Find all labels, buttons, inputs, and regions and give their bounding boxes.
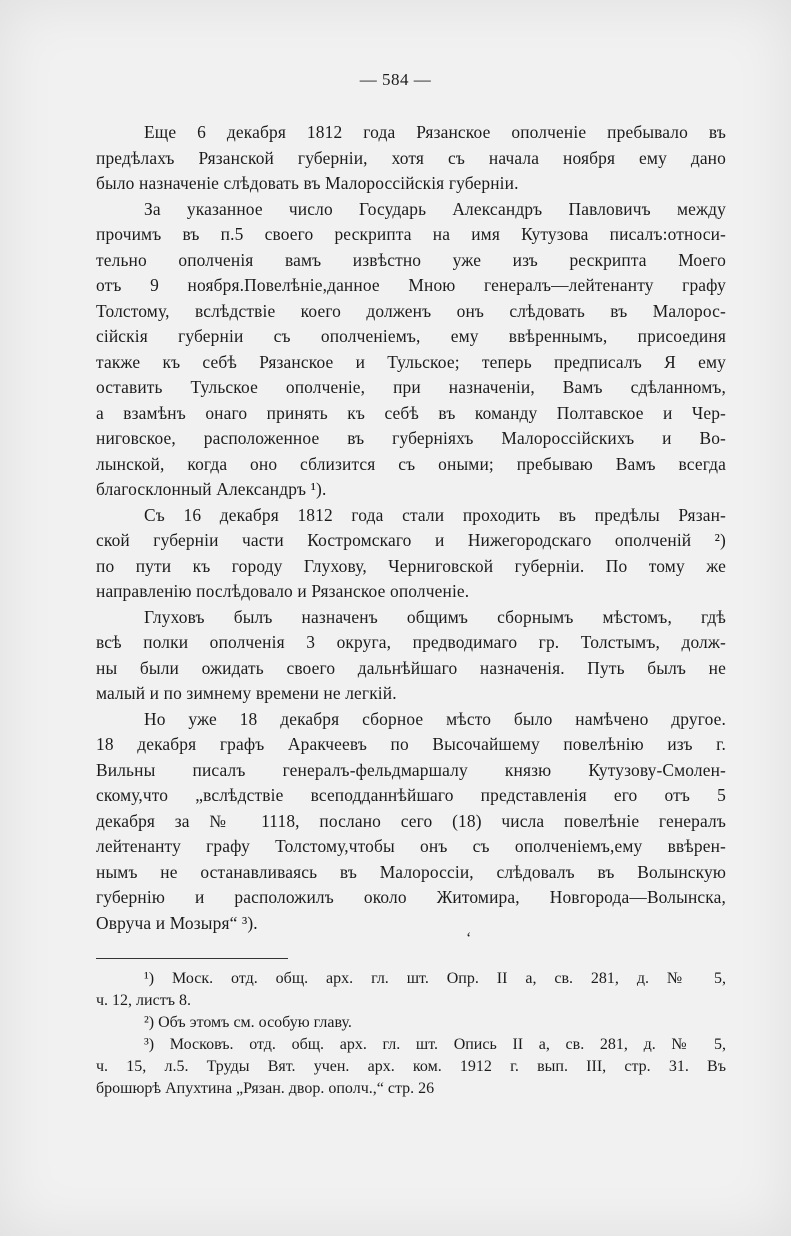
text-line: а взамѣнъ онаго принять къ себѣ въ команду Полтавское и Чер-: [96, 402, 726, 423]
paragraph: [96, 503, 726, 605]
text-line: отъ 9 ноября.Повелѣніе,данное Мною генералъ—лейтенанту графу: [96, 275, 726, 295]
footnote-rule: [96, 958, 288, 959]
paragraph: [96, 197, 726, 503]
text-line: Глуховъ былъ назначенъ общимъ сборнымъ мѣстомъ, гдѣ: [144, 606, 726, 627]
text-line: лейтенанту графу Толстому,чтобы онъ съ ополченіемъ,ему ввѣрен-: [96, 836, 726, 856]
text-line: ниговское, расположенное въ губерніяхъ Малороссійскихъ и Во-: [96, 428, 726, 448]
text-line: благосклонный Александръ ¹).: [96, 479, 327, 499]
text-line: 18 декабря графъ Аракчеевъ по Высочайшему повелѣнію изъ г.: [96, 734, 726, 754]
text-line: оставить Тульское ополченіе, при назначеніи, Вамъ сдѣланномъ,: [96, 377, 726, 397]
page-number: — 584 —: [359, 70, 432, 89]
text-line: лынской, когда оно сблизится съ оными; пребываю Вамъ всегда: [96, 453, 726, 474]
text-line: по пути къ городу Глухову, Черниговской губерніи. По тому же: [96, 555, 726, 576]
text-line: ской губерніи части Костромскаго и Нижегородскаго ополченій ²): [96, 530, 726, 550]
paragraph: [96, 120, 726, 197]
footnote-line: ч. 15, л.5. Труды Вят. учен. арх. ком. 1912 г. вып. III, стр. 31. Въ: [96, 1058, 726, 1075]
footnote-line: ¹) Моск. отд. общ. арх. гл. шт. Опр. II а, св. 281, д. № 5,: [144, 970, 726, 987]
separator-mark: ‘: [466, 930, 472, 947]
text-line: всѣ полки ополченія 3 округа, предводимаго гр. Толстымъ, долж-: [96, 632, 726, 652]
text-line: также къ себѣ Рязанское и Тульское; теперь предписалъ Я ему: [96, 351, 726, 372]
text-line: предѣлахъ Рязанской губерніи, хотя съ начала ноября ему дано: [96, 147, 726, 168]
text-line: Толстому, вслѣдствіе коего долженъ онъ слѣдовать въ Малорос-: [96, 300, 726, 321]
text-line: скому,что „вслѣдствіе всеподданнѣйшаго представленія его отъ 5: [96, 785, 726, 805]
footnote-line: ³) Московъ. отд. общ. арх. гл. шт. Опись II а, св. 281, д. № 5,: [144, 1036, 726, 1053]
text-line: Еще 6 декабря 1812 года Рязанское ополченіе пребывало въ: [144, 122, 726, 142]
text-line: За указанное число Государь Александръ Павловичъ между: [144, 198, 726, 219]
paragraph: [96, 605, 726, 707]
main-text: [96, 120, 726, 936]
text-line: тельно ополченія вамъ извѣстно уже изъ рескрипта Моего: [96, 249, 726, 270]
text-line: Овруча и Мозыря“ ³).: [96, 912, 258, 933]
text-line: нымъ не останавливаясь въ Малороссіи, слѣдовалъ въ Волынскую: [96, 861, 726, 882]
text-line: Съ 16 декабря 1812 года стали проходить въ предѣлы Рязан-: [144, 504, 726, 525]
text-line: декабря за № 1118, послано сего (18) числа повелѣніе генералъ: [96, 810, 726, 831]
paragraph: [96, 707, 726, 937]
text-line: малый и по зимнему времени не легкій.: [96, 683, 397, 703]
text-line: сійскія губерніи съ ополченіемъ, ему ввѣреннымъ, присоединя: [96, 326, 726, 346]
footnote-line: ²) Объ этомъ см. особую главу.: [144, 1014, 352, 1031]
footnote-line: ч. 12, листъ 8.: [96, 992, 191, 1009]
text-line: направленію послѣдовало и Рязанское ополченіе.: [96, 581, 470, 601]
footnote-line: брошюрѣ Апухтина „Рязан. двор. ополч.,“ стр. 26: [96, 1080, 435, 1097]
text-line: было назначеніе слѣдовать въ Малороссійскія губерніи.: [96, 173, 519, 193]
text-line: губернію и расположилъ около Житомира, Новгорода—Волынска,: [96, 887, 726, 907]
text-line: Но уже 18 декабря сборное мѣсто было намѣчено другое.: [144, 708, 726, 729]
text-line: Вильны писалъ генералъ-фельдмаршалу князю Кутузову-Смолен-: [96, 759, 726, 780]
footnotes: [96, 968, 726, 1100]
text-line: ны были ожидать своего дальнѣйшаго назначенія. Путь былъ не: [96, 657, 726, 678]
text-line: прочимъ въ п.5 своего рескрипта на имя Кутузова писалъ:относи-: [96, 224, 726, 244]
